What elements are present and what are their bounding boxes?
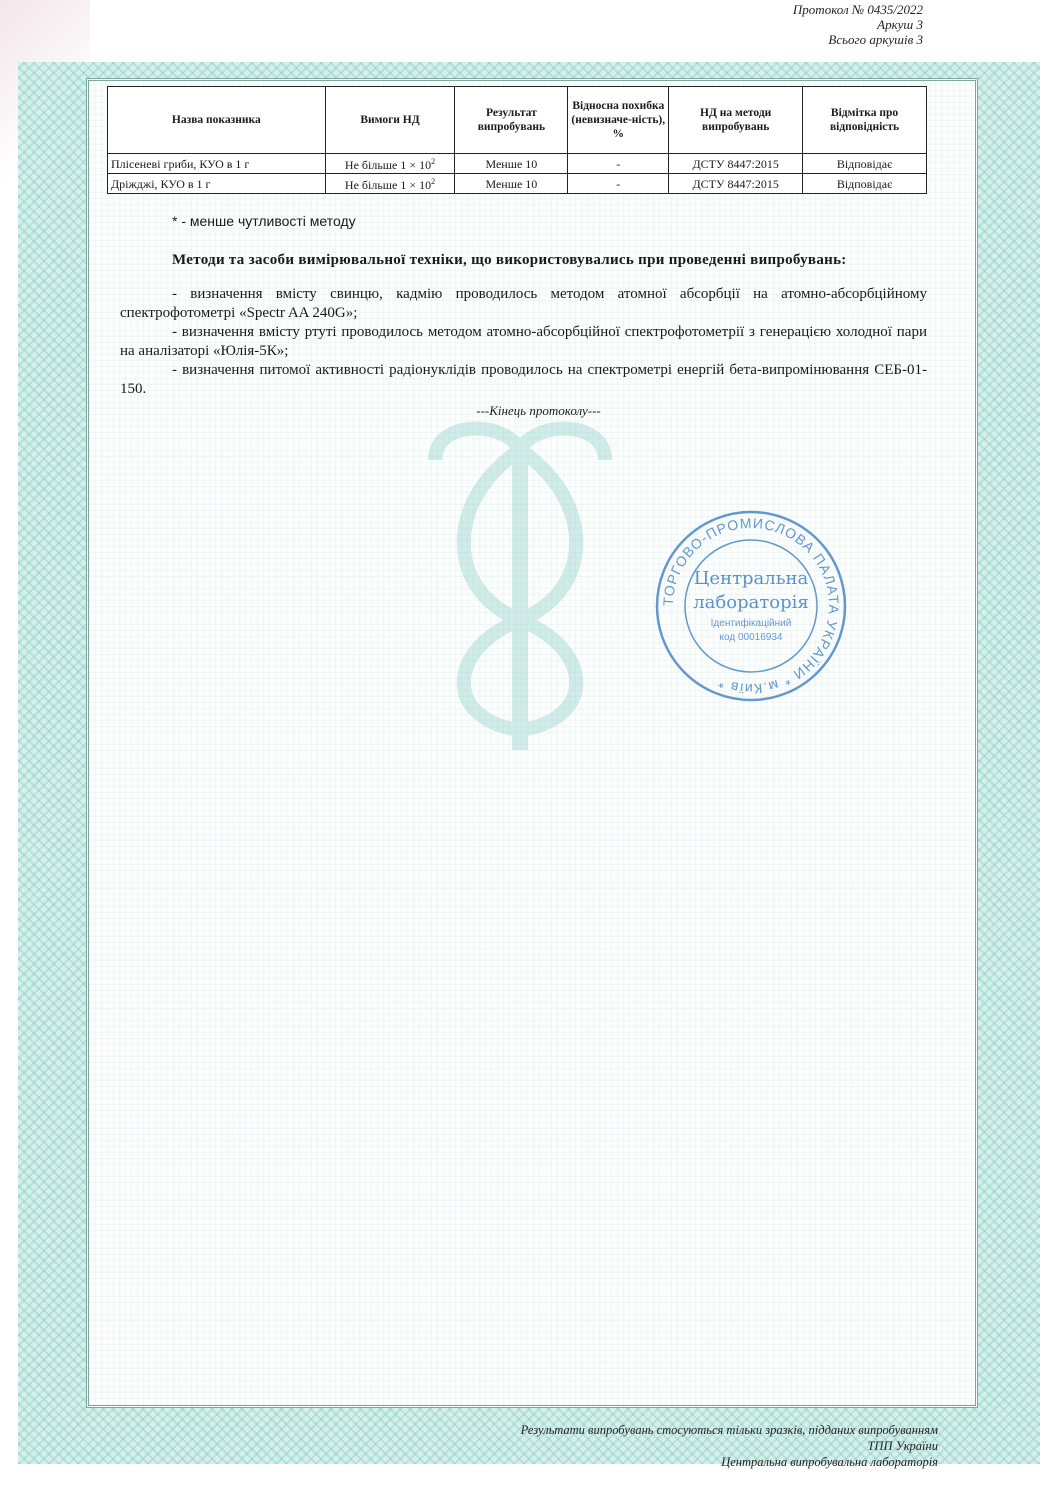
stamp-ring-text: ТОРГОВО-ПРОМИСЛОВА ПАЛАТА УКРАЇНИ * м.Київ * — [659, 514, 843, 698]
col-header-result: Результат випробувань — [455, 87, 568, 154]
cell-requirement: Не більше $1 \times 10^2$ — [325, 174, 455, 194]
cell-name: Плісеневі гриби, КУО в 1 г — [108, 154, 326, 174]
results-table — [107, 86, 927, 194]
cell-method: ДСТУ 8447:2015 — [669, 174, 803, 194]
stamp-line-1: Центральна — [693, 568, 809, 589]
cell-conformity: Відповідає — [803, 154, 927, 174]
col-header-requirements: Вимоги НД — [325, 87, 455, 154]
stamp-line-2: лабораторія — [693, 592, 809, 613]
cell-method: ДСТУ 8447:2015 — [669, 154, 803, 174]
method-item: - визначення питомої активності радіонуклідів проводилось на спектрометрі енергій бета-випромінювання СЕБ-01-150. — [120, 362, 927, 397]
cell-requirement: Не більше $1 \times 10^2$ — [325, 154, 455, 174]
col-header-name: Назва показника — [108, 87, 326, 154]
col-header-conformity: Відмітка про відповідність — [803, 87, 927, 154]
footer-line-3: Центральна випробувальна лабораторія — [721, 1455, 938, 1469]
col-header-method: НД на методи випробувань — [669, 87, 803, 154]
total-sheets: Всього аркушів 3 — [828, 32, 923, 47]
cell-result: Менше 10 — [455, 174, 568, 194]
table-row — [108, 174, 927, 194]
caduceus-watermark — [415, 420, 625, 750]
protocol-body — [120, 212, 927, 433]
end-of-protocol: ---Кінець протоколу--- — [476, 403, 601, 418]
stamp-line-3: Ідентифікаційний — [710, 618, 792, 629]
cell-name: Дріжджі, КУО в 1 г — [108, 174, 326, 194]
page-footer — [521, 1422, 938, 1470]
method-item: - визначення вмісту ртуті проводилось методом атомно-абсорбційної спектрофотометрії з генерацією холодної пари на аналізаторі «Юлія-5К»; — [120, 324, 927, 359]
table-header-row — [108, 87, 927, 154]
cell-error: - — [568, 174, 669, 194]
footnote: * - менше чутливості методу — [172, 213, 356, 229]
footer-line-1: Результати випробувань стосуються тільки зразків, підданих випробуванням — [520, 1423, 938, 1437]
table-row — [108, 154, 927, 174]
cell-error: - — [568, 154, 669, 174]
laboratory-stamp — [653, 508, 849, 704]
cell-conformity: Відповідає — [803, 174, 927, 194]
method-item: - визначення вмісту свинцю, кадмію проводилось методом атомної абсорбції на атомно-абсорбційному спектрофотометрі «Spectr AA 240G»; — [120, 286, 927, 321]
cell-result: Менше 10 — [455, 154, 568, 174]
methods-heading: Методи та засоби вимірювальної техніки, що використовувались при проведенні випробувань: — [172, 252, 847, 268]
footer-line-2: ТПП України — [867, 1439, 938, 1453]
stamp-line-4: код 00016934 — [719, 632, 783, 643]
page-header — [793, 2, 923, 47]
sheet-number: Аркуш 3 — [877, 17, 923, 32]
col-header-error: Відносна похибка (невизначе-ність), % — [568, 87, 669, 154]
protocol-number: Протокол № 0435/2022 — [792, 2, 923, 17]
